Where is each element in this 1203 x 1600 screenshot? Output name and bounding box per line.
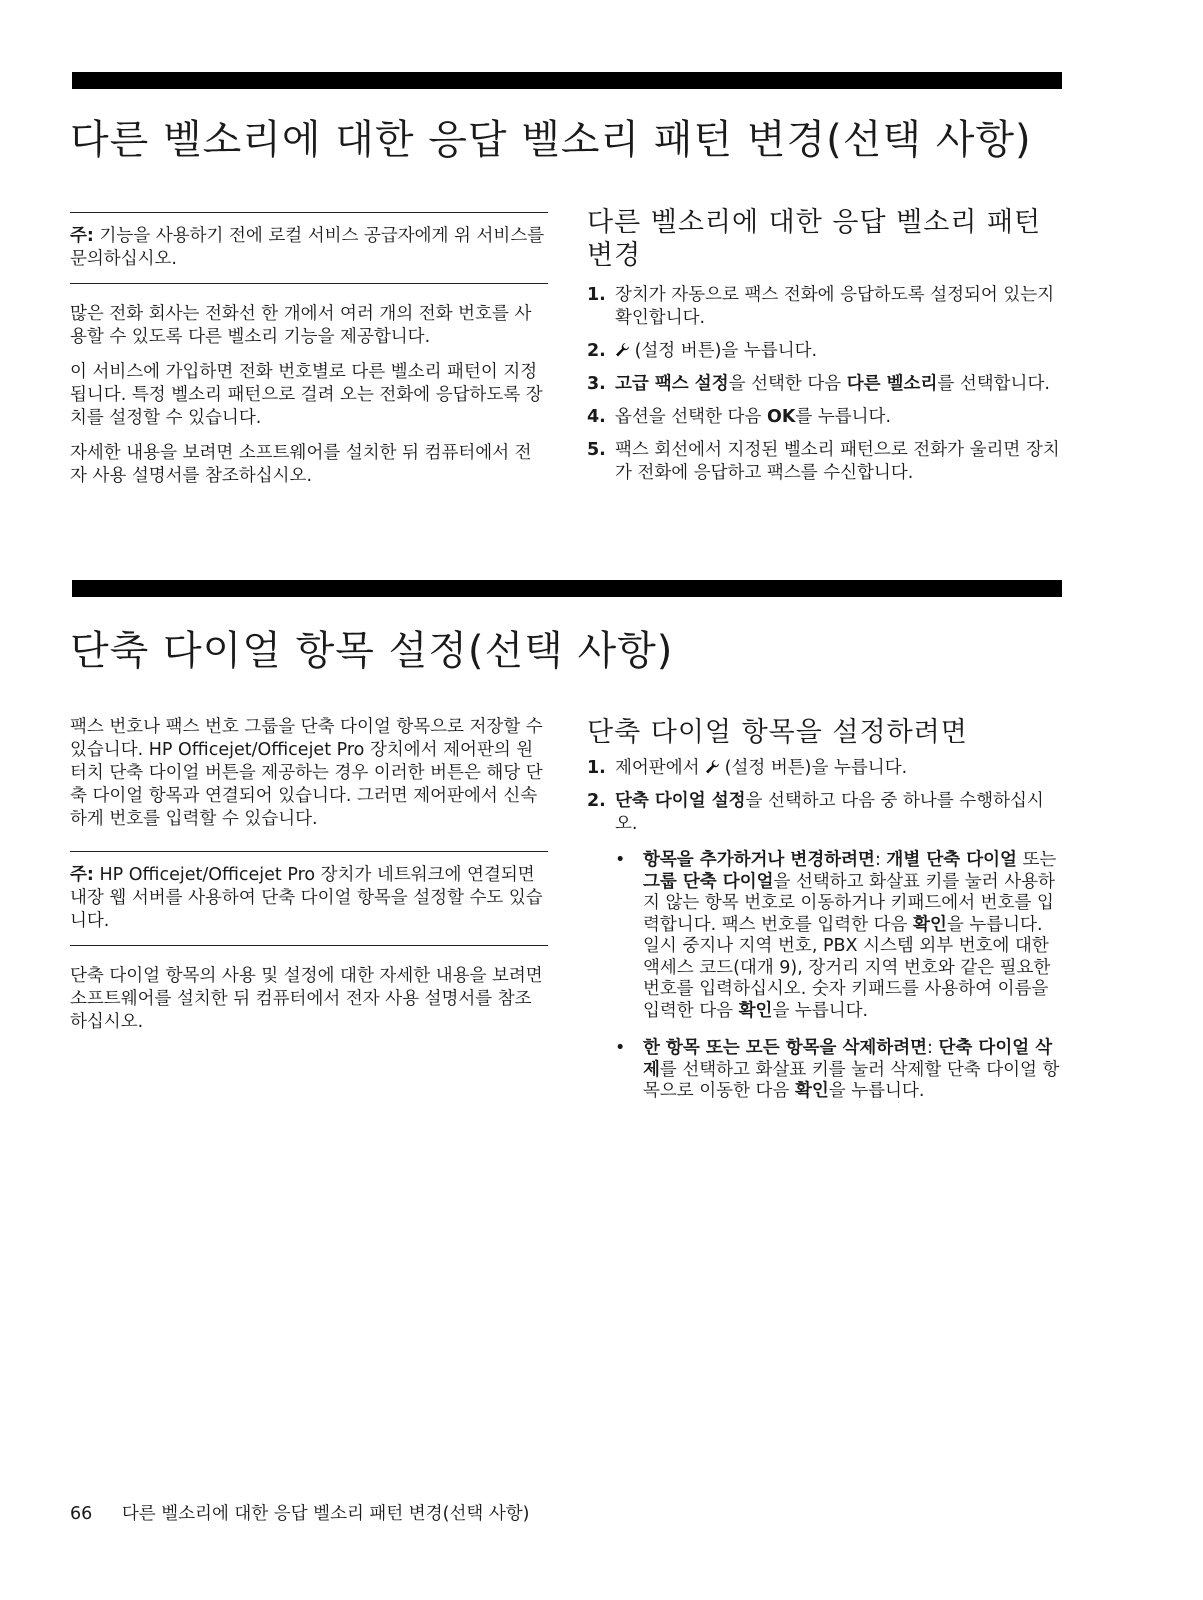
step-2: 2. (설정 버튼)을 누릅니다. [587,341,818,361]
wrench-icon [615,340,629,363]
step-2: 2. 단축 다이얼 설정을 선택하고 다음 중 하나를 수행하십시오. [587,791,1044,834]
speed-dial-steps [587,757,1062,836]
bullet-icon: • [615,1038,626,1058]
speed-dial-outro: 단축 다이얼 항목의 사용 및 설정에 대한 자세한 내용을 보려면 소프트웨어를 설치한 뒤 컴퓨터에서 전자 사용 설명서를 참조하십시오. [70,966,543,1032]
right-column-section1 [587,206,1062,485]
section-divider-bar [72,72,1062,89]
note-bottom-rule [70,945,548,946]
section-title-distinctive-ring: 다른 벨소리에 대한 응답 벨소리 패턴 변경(선택 사항) [70,117,1032,163]
subheading-speed-dial: 단축 다이얼 항목을 설정하려면 [587,717,968,748]
speed-dial-options [615,850,1062,1103]
note-text: HP Officejet/Officejet Pro 장치가 네트워크에 연결되면 내장 웹 서버를 사용하여 단축 다이얼 항목을 설정할 수도 있습니다. [70,865,543,931]
note-label: 주: [70,226,94,246]
page-footer [70,1500,529,1525]
note-box [70,213,548,283]
section-divider-bar [72,580,1062,597]
note-text: 기능을 사용하기 전에 로컬 서비스 공급자에게 위 서비스를 문의하십시오. [70,226,545,269]
step-4: 4. 옵션을 선택한 다음 OK를 누릅니다. [587,407,892,427]
section-title-speed-dial: 단축 다이얼 항목 설정(선택 사항) [70,628,674,674]
right-column-section2 [587,716,1062,1103]
steps-list [587,284,1062,485]
step-1: 1. 제어판에서 (설정 버튼)을 누릅니다. [587,758,908,778]
left-column-section1 [70,212,548,488]
paragraph-3: 자세한 내용을 보려면 소프트웨어를 설치한 뒤 컴퓨터에서 전자 사용 설명서를 참조하십시오. [70,443,532,486]
paragraph-1: 많은 전화 회사는 전화선 한 개에서 여러 개의 전화 번호를 사용할 수 있도록 다른 벨소리 기능을 제공합니다. [70,304,532,347]
step-3: 3. 고급 팩스 설정을 선택한 다음 다른 벨소리를 선택합니다. [587,374,1050,394]
note-bottom-rule [70,283,548,284]
step-5: 5. 팩스 회선에서 지정된 벨소리 패턴으로 전화가 울리면 장치가 전화에 응답하고 팩스를 수신합니다. [587,440,1060,483]
step-1: 1. 장치가 자동으로 팩스 전화에 응답하도록 설정되어 있는지 확인합니다. [587,285,1055,328]
left-column-section2 [70,716,548,1034]
wrench-icon [705,757,719,780]
note-label: 주: [70,865,94,885]
page-number: 66 [70,1504,93,1524]
subheading-distinctive-ring: 다른 벨소리에 대한 응답 벨소리 패턴 변경 [587,207,1042,271]
bullet-add-change: • 항목을 추가하거나 변경하려면: 개별 단축 다이얼 또는 그룹 단축 다이얼을 선택하고 화살표 키를 눌러 사용하지 않는 항목 번호로 이동하거나 키패드에서 번호를 입력합니다. 팩스 번호를 입력한 다음 확인을 누릅니다. 일시 중지나 지역 번호, PBX 시스템 외부 번호에 대한 액세스 코드(대개 9), 장거리 지역 번호와 같은 필요한 번호를 입력하십시오. 숫자 키패드를 사용하여 이름을 입력한 다음 확인을 누릅니다. [615,850,1057,1021]
bullet-icon: • [615,850,626,870]
speed-dial-intro: 팩스 번호나 팩스 번호 그룹을 단축 다이얼 항목으로 저장할 수 있습니다. HP Officejet/Officejet Pro 장치에서 제어판의 원터치 단축 다이얼 버튼을 제공하는 경우 이러한 버튼은 해당 단축 다이얼 항목과 연결되어 있습니다. 그러면 제어판에서 신속하게 번호를 입력할 수 있습니다. [70,717,543,829]
bullet-delete: • 한 항목 또는 모든 항목을 삭제하려면: 단축 다이얼 삭제를 선택하고 화살표 키를 눌러 삭제할 단축 다이얼 항목으로 이동한 다음 확인을 누릅니다. [615,1038,1060,1101]
paragraph-2: 이 서비스에 가입하면 전화 번호별로 다른 벨소리 패턴이 지정됩니다. 특정 벨소리 패턴으로 걸려 오는 전화에 응답하도록 장치를 설정할 수 있습니다. [70,362,543,428]
running-title: 다른 벨소리에 대한 응답 벨소리 패턴 변경(선택 사항) [121,1504,530,1524]
note-box [70,852,548,945]
